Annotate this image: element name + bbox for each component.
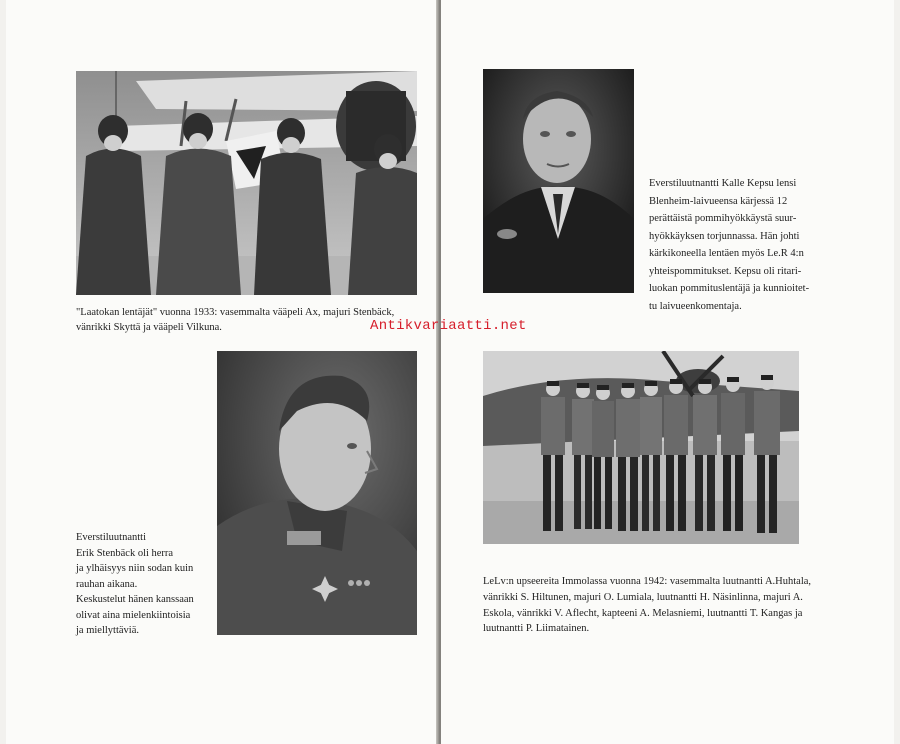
caption-line: yhteispommitukset. Kepsu oli ritari- [649,265,802,277]
caption-line: olivat aina mielenkiintoisia [76,609,191,621]
watermark: Antikvariaatti.net [370,318,527,334]
caption-kalle-kepsu [649,175,849,315]
caption-line: Blenheim-laivueensa kärjessä 12 [649,195,788,207]
caption-officers-immola [483,574,883,637]
caption-line: luutnantti P. Liimatainen. [483,623,590,635]
caption-line: "Laatokan lentäjät" vuonna 1933: vasemmalta vääpeli Ax, majuri Stenbäck, [76,307,395,318]
caption-line: luokan pommituslentäjä ja kunnioitet- [649,283,810,294]
caption-line: rauhan aikana. [76,578,138,590]
caption-line: Erik Stenbäck oli herra [76,547,174,559]
caption-line: tu laivueenkomentaja. [649,300,742,312]
caption-line: Eskola, vänrikki V. Aflecht, kapteeni A. Melasniemi, luutnantti T. Kangas ja [483,607,803,619]
caption-erik-stenback [76,530,216,639]
caption-line: vänrikki S. Hiltunen, majuri O. Lumiala, luutnantti H. Näsinlinna, majuri A. [483,591,803,603]
caption-line: ja ylhäisyys niin sodan kuin [76,563,194,574]
caption-line: Everstiluutnantti Kalle Kepsu lensi [649,178,797,189]
caption-line: ja miellyttäviä. [76,625,139,636]
caption-line: perättäistä pommihyökkäystä suur- [649,213,797,224]
caption-line: kärkikoneella lentäen myös Le.R 4:n [649,248,804,259]
caption-line: hyökkäyksen torjunnassa. Hän johti [649,230,800,242]
photo-kalle-kepsu [483,69,634,293]
caption-line: LeLv:n upseereita Immolassa vuonna 1942: vasemmalta luutnantti A.Huhtala, [483,576,812,587]
caption-line: vänrikki Skyttä ja vääpeli Vilkuna. [76,322,222,334]
photo-officers-immola [483,351,799,544]
caption-line: Everstiluutnantti [76,532,146,543]
caption-line: Keskustelut hänen kanssaan [76,594,194,605]
photo-laatokan-lentajat [76,71,417,295]
photo-erik-stenback [217,351,417,635]
